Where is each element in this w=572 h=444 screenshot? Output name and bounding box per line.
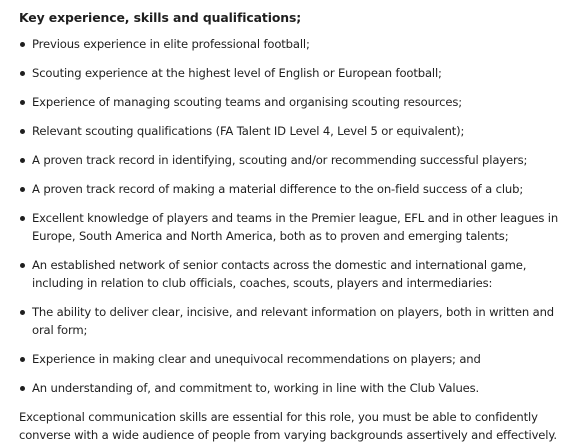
list-item: [19, 64, 568, 82]
list-item: [19, 122, 568, 140]
list-item: [19, 379, 568, 397]
bullet-icon: [20, 187, 25, 192]
closing-paragraph: Exceptional communication skills are essential for this role, you must be able to confidently converse with a wide audience of people from varying backgrounds assertively and effectively.: [19, 410, 557, 442]
bullet-icon: [20, 216, 25, 221]
list-item: [19, 151, 568, 169]
list-item-text: Experience in making clear and unequivocal recommendations on players; and: [32, 352, 481, 366]
list-item-text: An established network of senior contacts across the domestic and international game, including in relation to club officials, coaches, scouts, players and intermediaries:: [32, 258, 527, 290]
list-item: [19, 303, 568, 339]
list-item: [19, 35, 568, 53]
list-item-text: Experience of managing scouting teams and organising scouting resources;: [32, 95, 462, 109]
bullet-icon: [20, 129, 25, 134]
list-item: [19, 256, 568, 292]
list-item-text: Relevant scouting qualifications (FA Talent ID Level 4, Level 5 or equivalent);: [32, 124, 465, 138]
bullet-icon: [20, 71, 25, 76]
list-item-text: A proven track record of making a material difference to the on-field success of a club;: [32, 182, 524, 196]
list-item-text: The ability to deliver clear, incisive, and relevant information on players, both in written and oral form;: [32, 305, 554, 337]
bullet-icon: [20, 158, 25, 163]
list-item-text: Previous experience in elite professional football;: [32, 37, 310, 51]
bullet-icon: [20, 42, 25, 47]
bullet-icon: [20, 263, 25, 268]
section-heading: Key experience, skills and qualifications;: [19, 10, 302, 25]
list-item: [19, 93, 568, 111]
bullet-icon: [20, 386, 25, 391]
bullet-icon: [20, 310, 25, 315]
list-item-text: Scouting experience at the highest level of English or European football;: [32, 66, 442, 80]
list-item: [19, 209, 568, 245]
list-item-text: A proven track record in identifying, scouting and/or recommending successful players;: [32, 153, 528, 167]
bullet-icon: [20, 357, 25, 362]
list-item-text: Excellent knowledge of players and teams in the Premier league, EFL and in other leagues in Europe, South America and North America, both as to proven and emerging talents;: [32, 211, 559, 243]
qualifications-list: [19, 35, 568, 397]
list-item-text: An understanding of, and commitment to, working in line with the Club Values.: [32, 381, 480, 395]
bullet-icon: [20, 100, 25, 105]
list-item: [19, 350, 568, 368]
list-item: [19, 180, 568, 198]
